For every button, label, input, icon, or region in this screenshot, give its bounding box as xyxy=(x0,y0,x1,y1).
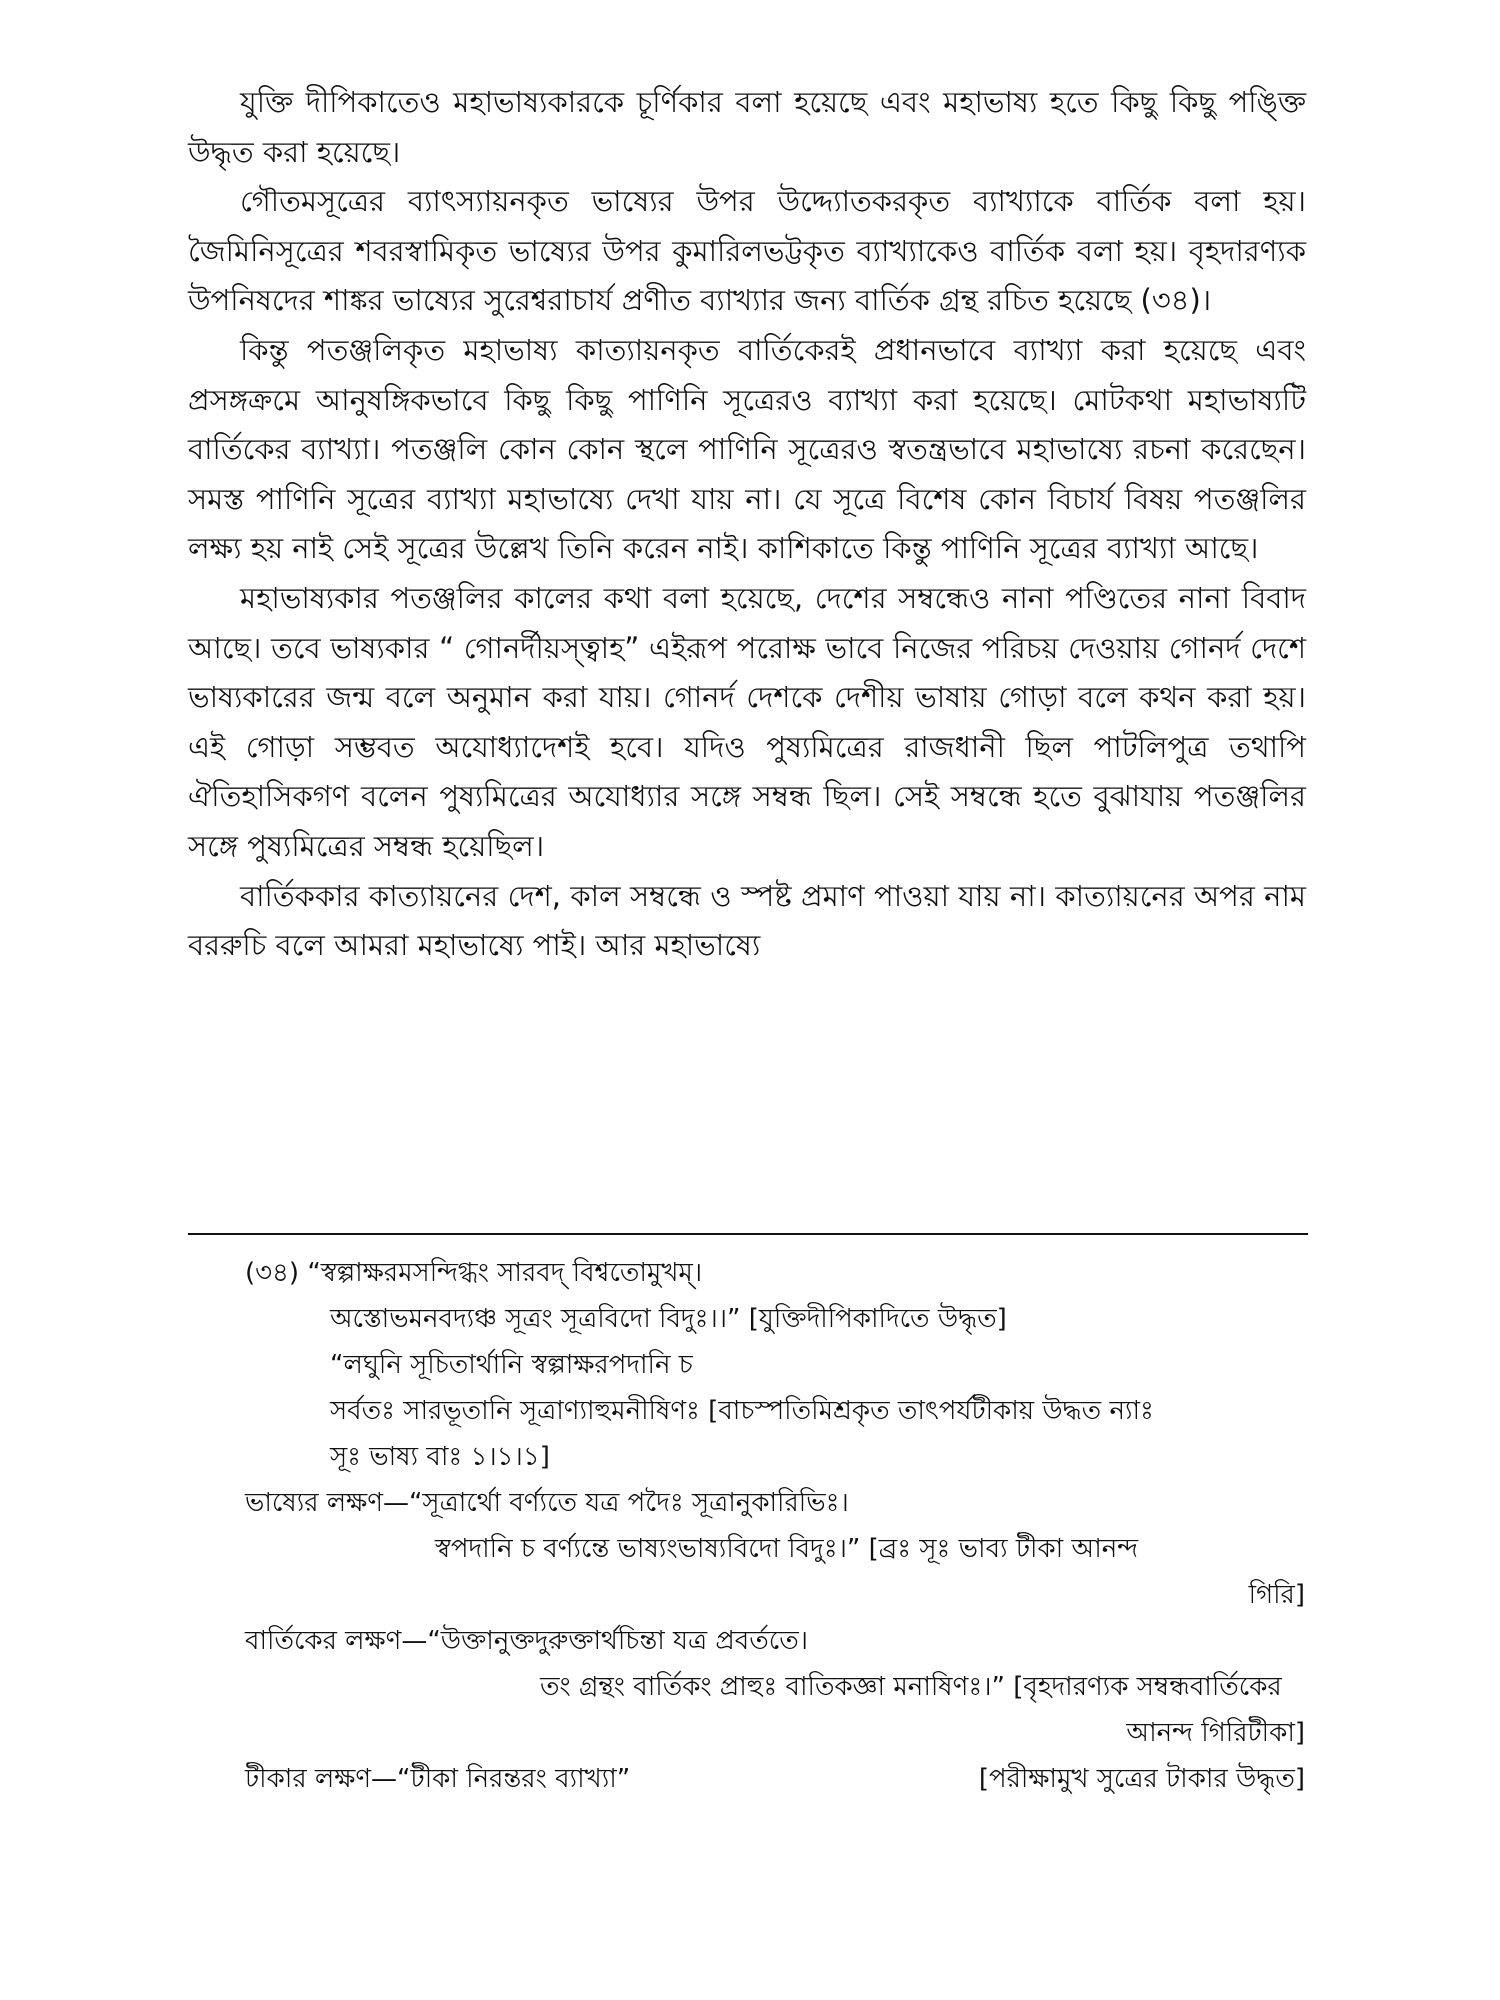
paragraph: যুক্তি দীপিকাতেও মহাভাষ্যকারকে চূর্ণিকার বলা হয়েছে এবং মহাভাষ্য হতে কিছু কিছু পঙ্ক্তি উদ্ধৃত করা হয়েছে। xyxy=(188,85,1306,169)
paragraph: মহাভাষ্যকার পতঞ্জলির কালের কথা বলা হয়েছে, দেশের সম্বন্ধেও নানা পণ্ডিতের নানা বিবাদ আছে। তবে ভাষ্যকার “ গোনর্দীয়স্ত্বাহ” এইরূপ পরোক্ষ ভাবে নিজের পরিচয় দেওয়ায় গোনর্দ দেশে ভাষ্যকারের জন্ম বলে অনুমান করা যায়। গোনর্দ দেশকে দেশীয় ভাষায় গোড়া বলে কথন করা হয়। এই গোড়া সম্ভবত অযোধ্যাদেশই হবে। যদিও পুষ্যমিত্রের রাজধানী ছিল পাটলিপুত্র তথাপি ঐতিহাসিকগণ বলেন পুষ্যমিত্রের অযোধ্যার সঙ্গে সম্বন্ধ ছিল। সেই সম্বন্ধে হতে বুঝাযায় পতঞ্জলির সঙ্গে পুষ্যমিত্রের সম্বন্ধ হয়েছিল। xyxy=(188,580,1306,863)
footnote-line: ভাষ্যের লক্ষণ—“সূত্রার্থো বর্ণ্যতে যত্র পদৈঃ সূত্রানুকারিভিঃ। xyxy=(245,1488,849,1518)
footnote-line: স্বপদানি চ বর্ণ্যন্তে ভাষ্যংভাষ্যবিদো বিদুঃ।” [ব্রঃ সূঃ ভাব্য টীকা আনন্দ xyxy=(435,1534,1139,1564)
footnote-line: আনন্দ গিরিটীকা] xyxy=(1126,1718,1305,1748)
footnote-divider xyxy=(188,1233,1308,1235)
footnote-line: বার্তিকের লক্ষণ—“উক্তানুক্তদুরুক্তার্থচিন্তা যত্র প্রবর্ততে। xyxy=(245,1626,809,1656)
paragraph: কিন্তু পতঞ্জলিকৃত মহাভাষ্য কাত্যায়নকৃত বার্তিকেরই প্রধানভাবে ব্যাখ্যা করা হয়েছে এবং প্রসঙ্গক্রমে আনুষঙ্গিকভাবে কিছু কিছু পাণিনি সূত্রেরও ব্যাখ্যা করা হয়েছে। মোটকথা মহাভাষ্যটি বার্তিকের ব্যাখ্যা। পতঞ্জলি কোন কোন স্থলে পাণিনি সূত্রেরও স্বতন্ত্রভাবে মহাভাষ্যে রচনা করেছেন। সমস্ত পাণিনি সূত্রের ব্যাখ্যা মহাভাষ্যে দেখা যায় না। যে সূত্রে বিশেষ কোন বিচার্য বিষয় পতঞ্জলির লক্ষ্য হয় নাই সেই সূত্রের উল্লেখ তিনি করেন নাই। কাশিকাতে কিন্তু পাণিনি সূত্রের ব্যাখ্যা আছে। xyxy=(188,332,1306,566)
paragraph: বার্তিককার কাত্যায়নের দেশ, কাল সম্বন্ধে ও স্পষ্ট প্রমাণ পাওয়া যায় না। কাত্যায়নের অপর নাম বররুচি বলে আমরা মহাভাষ্যে পাই। আর মহাভাষ্যে xyxy=(188,878,1306,963)
footnotes xyxy=(245,1250,1305,1802)
footnote-line: গিরি] xyxy=(1248,1580,1305,1610)
footnote-line: তং গ্রন্থং বার্তিকং প্রাহুঃ বাতিকজ্ঞা মনাষিণঃ।” [বৃহদারণ্যক সম্বন্ধবার্তিকের xyxy=(540,1672,1282,1702)
footnote-line: সর্বতঃ সারভূতানি সূত্রাণ্যাহুমনীষিণঃ [বাচস্পতিমিশ্রকৃত তাৎপর্যটীকায় উদ্ধত ন্যাঃ xyxy=(330,1396,1154,1426)
footnote-line: সূঃ ভাষ্য বাঃ ১।১।১] xyxy=(330,1442,550,1472)
footnote-line: অস্তোভমনবদ্যঞ্চ সূত্রং সূত্রবিদো বিদুঃ।।” [যুক্তিদীপিকাদিতে উদ্ধৃত] xyxy=(330,1304,1007,1334)
paragraph: গৌতমসূত্রের ব্যাৎস্যায়নকৃত ভাষ্যের উপর উদ্দ্যোতকরকৃত ব্যাখ্যাকে বার্তিক বলা হয়। জৈমিনিসূত্রের শবরস্বামিকৃত ভাষ্যের উপর কুমারিলভট্টকৃত ব্যাখ্যাকেও বার্তিক বলা হয়। বৃহদারণ্যক উপনিষদের শাঙ্কর ভাষ্যের সুরেশ্বরাচার্য প্রণীত ব্যাখ্যার জন্য বার্তিক গ্রন্থ রচিত হয়েছে (৩৪)। xyxy=(188,184,1306,318)
footnote-citation: [পরীক্ষামুখ সুত্রের টাকার উদ্ধৃত] xyxy=(978,1764,1305,1794)
footnote-text: টীকার লক্ষণ—“টীকা নিরন্তরং ব্যাখ্যা” xyxy=(245,1764,631,1794)
footnote-line xyxy=(245,1756,1305,1802)
footnote-line: “লঘুনি সূচিতার্থানি স্বল্পাক্ষরপদানি চ xyxy=(330,1350,693,1380)
main-text xyxy=(188,78,1306,971)
footnote-line: (৩৪) “স্বল্পাক্ষরমসন্দিগ্ধং সারবদ্ বিশ্বতোমুখম্। xyxy=(245,1258,703,1288)
